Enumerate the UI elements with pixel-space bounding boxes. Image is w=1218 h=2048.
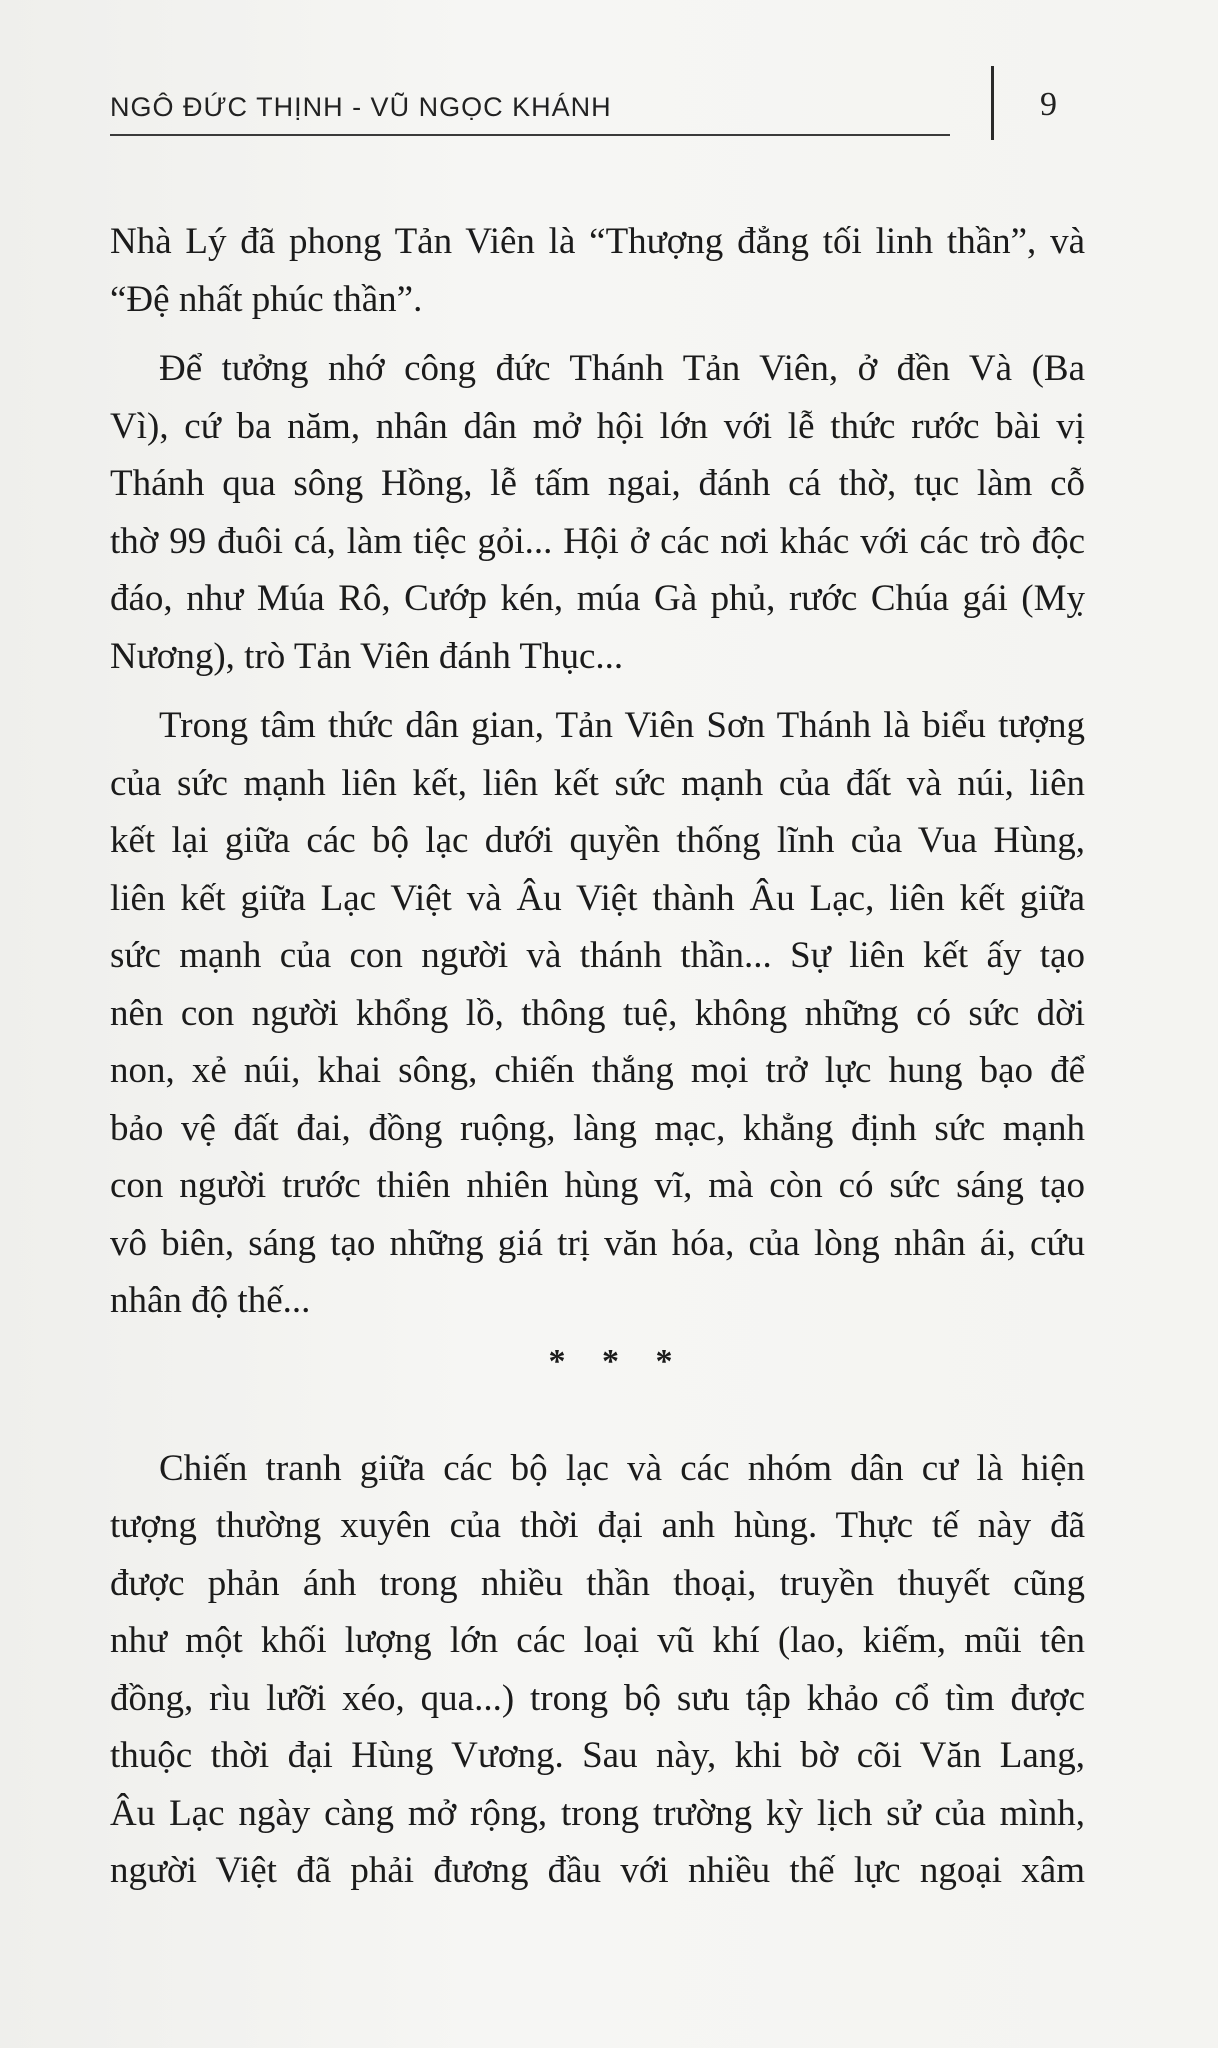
text-line: Chiến tranh giữa các bộ lạc và các nhóm dân cư là hiện xyxy=(159,1447,1085,1489)
paragraph xyxy=(110,697,1085,1330)
text-line: đáo, như Múa Rô, Cướp kén, múa Gà phủ, rước Chúa gái (Mỵ xyxy=(110,578,1085,619)
text-line: thuộc thời đại Hùng Vương. Sau này, khi bờ cõi Văn Lang, xyxy=(110,1735,1085,1776)
text-line: như một khối lượng lớn các loại vũ khí (lao, kiếm, mũi tên xyxy=(110,1620,1085,1661)
paragraph xyxy=(110,1440,1085,1900)
text-line: nên con người khổng lồ, thông tuệ, không những có sức dời xyxy=(110,992,1085,1034)
text-line: non, xẻ núi, khai sông, chiến thắng mọi trở lực hung bạo để xyxy=(110,1050,1085,1091)
text-line: của sức mạnh liên kết, liên kết sức mạnh của đất và núi, liên xyxy=(110,762,1085,804)
text-line: được phản ánh trong nhiều thần thoại, truyền thuyết cũng xyxy=(110,1562,1085,1604)
text-line: kết lại giữa các bộ lạc dưới quyền thống lĩnh của Vua Hùng, xyxy=(110,820,1085,861)
text-line: sức mạnh của con người và thánh thần... Sự liên kết ấy tạo xyxy=(110,935,1085,976)
section-separator: * * * xyxy=(548,1342,687,1380)
text-line: người Việt đã phải đương đầu với nhiều thế lực ngoại xâm xyxy=(110,1850,1085,1891)
paragraph-gap xyxy=(110,685,1085,697)
text-line: vô biên, sáng tạo những giá trị văn hóa, của lòng nhân ái, cứu xyxy=(110,1222,1085,1264)
paragraph-gap xyxy=(110,328,1085,340)
text-line: Nương), trò Tản Viên đánh Thục... xyxy=(110,635,624,677)
text-line: đồng, rìu lưỡi xéo, qua...) trong bộ sưu tập khảo cổ tìm được xyxy=(110,1677,1085,1719)
text-line: tượng thường xuyên của thời đại anh hùng. Thực tế này đã xyxy=(110,1505,1085,1546)
text-line: “Đệ nhất phúc thần”. xyxy=(110,278,423,320)
text-line: con người trước thiên nhiên hùng vĩ, mà còn có sức sáng tạo xyxy=(110,1165,1085,1206)
paragraph xyxy=(110,340,1085,685)
header-divider xyxy=(991,66,994,140)
page-number: 9 xyxy=(1040,86,1057,123)
text-line: Vì), cứ ba năm, nhân dân mở hội lớn với lễ thức rước bài vị xyxy=(110,405,1085,447)
text-line: Nhà Lý đã phong Tản Viên là “Thượng đẳng tối linh thần”, và xyxy=(110,221,1085,262)
header-rule xyxy=(110,134,950,136)
text-line: Trong tâm thức dân gian, Tản Viên Sơn Thánh là biểu tượng xyxy=(159,705,1085,746)
text-line: Âu Lạc ngày càng mở rộng, trong trường kỳ lịch sử của mình, xyxy=(110,1792,1085,1834)
text-line: thờ 99 đuôi cá, làm tiệc gỏi... Hội ở các nơi khác với các trò độc xyxy=(110,520,1085,562)
text-line: Để tưởng nhớ công đức Thánh Tản Viên, ở đền Và (Ba xyxy=(159,348,1085,389)
running-head: NGÔ ĐỨC THỊNH - VŨ NGỌC KHÁNH xyxy=(110,92,612,122)
text-line: nhân độ thế... xyxy=(110,1280,311,1321)
paragraph xyxy=(110,213,1085,328)
text-line: bảo vệ đất đai, đồng ruộng, làng mạc, khẳng định sức mạnh xyxy=(110,1107,1085,1149)
text-line: Thánh qua sông Hồng, lễ tấm ngai, đánh cá thờ, tục làm cỗ xyxy=(110,463,1085,504)
text-line: liên kết giữa Lạc Việt và Âu Việt thành Âu Lạc, liên kết giữa xyxy=(110,877,1085,919)
page-body xyxy=(110,213,1085,1900)
